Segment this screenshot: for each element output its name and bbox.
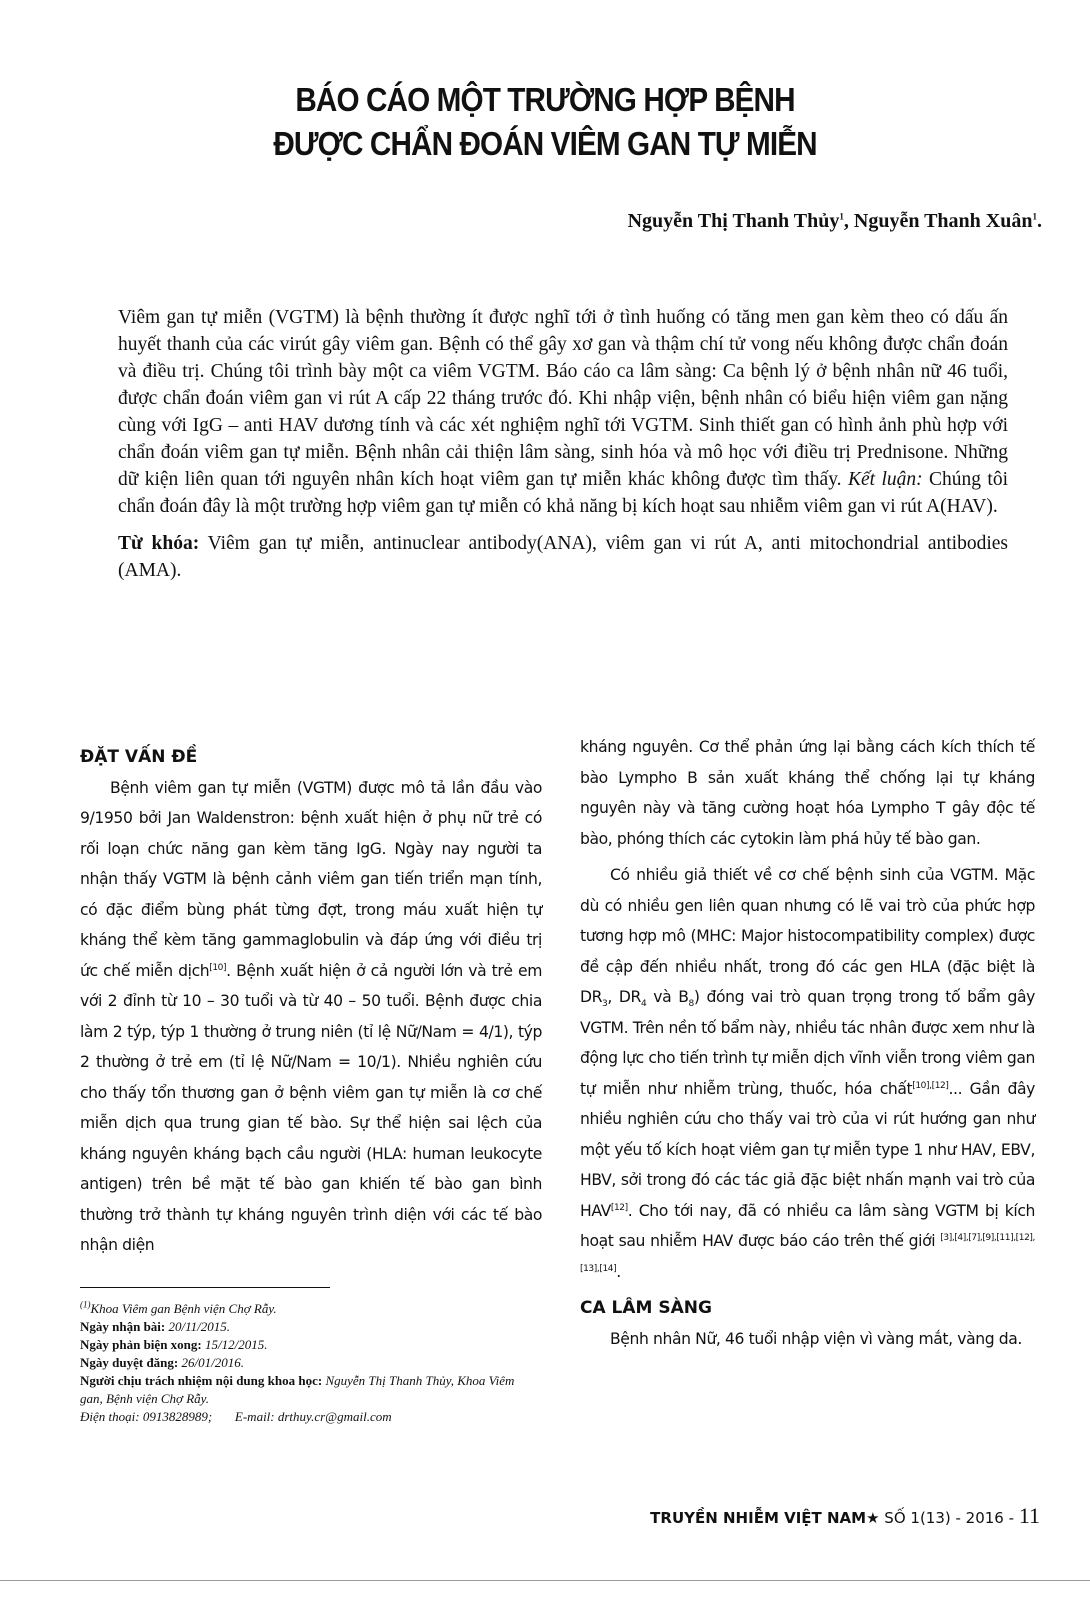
phone: Điện thoại: 0913828989; xyxy=(80,1409,213,1424)
text: . xyxy=(616,1262,621,1281)
label: Ngày duyệt đăng: xyxy=(80,1355,179,1370)
page-footer xyxy=(650,1503,1040,1529)
affiliation-text: Khoa Viêm gan Bệnh viện Chợ Rẫy. xyxy=(90,1301,277,1316)
case-paragraph: Bệnh nhân Nữ, 46 tuổi nhập viện vì vàng mắt, vàng da. xyxy=(610,1329,1022,1348)
reviewed-date xyxy=(80,1336,540,1354)
text: . Cho tới nay, đã có nhiều ca lâm sàng VGTM bị kích hoạt sau nhiễm HAV được báo cáo trên thế giới xyxy=(580,1201,1035,1250)
star-icon: ★ xyxy=(866,1509,880,1527)
affiliation-mark: 1 xyxy=(839,211,844,222)
text: . Bệnh xuất hiện ở cả người lớn và trẻ em với 2 đỉnh từ 10 – 30 tuổi và từ 40 – 50 tuổi. Bệnh được chia làm 2 týp, týp 1 thường ở trung niên (tỉ lệ Nữ/Nam = 4/1), týp 2 thường ở trẻ em (tỉ lệ Nữ/Nam = 10/1). Nhiều nghiên cứu cho thấy tổn thương gan ở bệnh viêm gan tự miễn là cơ chế miễn dịch qua trung gian tế bào. Sự thể hiện sai lệch của kháng nguyên kháng bạch cầu người (HLA: human leukocyte antigen) trên bề mặt tế bào gan khiến tế bào gan bình thường trở thành tự kháng nguyên trình diện với các tế bào nhận diện xyxy=(80,961,543,1254)
subscript: 3 xyxy=(602,999,608,1010)
text: Có nhiều giả thiết về cơ chế bệnh sinh của VGTM. Mặc dù có nhiều gen liên quan nhưng có lẽ vai trò của phức hợp tương hợp mô (MHC: Major histocompatibility complex) được đề cập đến nhiều nhất, trong đó các gen HLA (đặc biệt là DR xyxy=(580,866,1035,1006)
authors xyxy=(628,210,1042,233)
affiliation-mark: (1) xyxy=(80,1299,91,1310)
journal-name: TRUYỀN NHIỄM VIỆT NAM xyxy=(650,1509,867,1527)
article-title xyxy=(55,78,1036,166)
right-column xyxy=(580,732,1035,1354)
pathogenesis-paragraph xyxy=(580,860,1035,1287)
responsible-author xyxy=(80,1372,540,1408)
conclusion-label: Kết luận: xyxy=(847,469,923,490)
left-column xyxy=(80,742,542,1261)
abstract xyxy=(118,304,1008,594)
continued-paragraph: kháng nguyên. Cơ thể phản ứng lại bằng cách kích thích tế bào Lympho B sản xuất kháng thể chống lại tự kháng nguyên này và tăng cường hoạt hóa Lympho T gây độc tế bào, phóng thích các cytokin làm phá hủy tế bào gan. xyxy=(580,738,1035,848)
text: Bệnh viêm gan tự miễn (VGTM) được mô tả lần đầu vào 9/1950 bởi Jan Waldenstron: bệnh xuất hiện ở phụ nữ trẻ có rối loạn chức năng gan kèm tăng IgG. Ngày nay người ta nhận thấy VGTM là bệnh cảnh viêm gan tiến triển mạn tính, có đặc điểm bùng phát từng đợt, trong máu xuất hiện tự kháng thể kèm tăng gammaglobulin và đáp ứng với điều trị ức chế miễn dịch xyxy=(80,778,542,980)
intro-paragraph xyxy=(80,773,542,1261)
citation: [10] xyxy=(209,962,227,973)
text: ) đóng vai trò quan trọng trong tố bẩm gây VGTM. Trên nền tố bẩm này, nhiều tác nhân được xem như là động lực cho tiến trình tự miễn dịch vĩnh viễn trong viêm gan tự miễn như nhiễm trùng, thuốc, hóa chất xyxy=(580,988,1036,1098)
author-1: Nguyễn Thị Thanh Thủy xyxy=(627,210,840,232)
subscript: 8 xyxy=(688,999,694,1010)
page-number: 11 xyxy=(1018,1503,1040,1528)
email: E-mail: drthuy.cr@gmail.com xyxy=(234,1409,392,1424)
affiliation xyxy=(80,1300,540,1318)
scan-edge xyxy=(0,1580,1090,1581)
label: Ngày phản biện xong: xyxy=(80,1337,202,1352)
label: Người chịu trách nhiệm nội dung khoa học: xyxy=(80,1373,323,1388)
received-date xyxy=(80,1318,540,1336)
text: , DR xyxy=(607,988,641,1006)
author-end: . xyxy=(1037,210,1042,232)
author-separator: , xyxy=(843,210,854,232)
value: 15/12/2015. xyxy=(201,1337,268,1352)
text: và B xyxy=(646,988,689,1006)
contact xyxy=(80,1408,540,1426)
issue-info: SỐ 1(13) - 2016 - xyxy=(879,1509,1019,1527)
accepted-date xyxy=(80,1354,540,1372)
footnote xyxy=(80,1287,540,1426)
value: 26/01/2016. xyxy=(178,1355,244,1370)
footnote-divider xyxy=(80,1287,330,1288)
subscript: 4 xyxy=(640,999,647,1010)
citation: [12] xyxy=(610,1202,628,1213)
conclusion-text: Chúng tôi chẩn đoán đây là một trường hợp viêm gan tự miễn có khả năng bị kích hoạt sau nhiễm viêm gan vi rút A(HAV). xyxy=(118,469,1008,517)
author-2: Nguyễn Thanh Xuân xyxy=(853,210,1033,232)
affiliation-mark: 1 xyxy=(1032,211,1037,222)
keywords xyxy=(118,530,1008,584)
title-line-2: ĐƯỢC CHẨN ĐOÁN VIÊM GAN TỰ MIỄN xyxy=(273,125,817,162)
abstract-text: Viêm gan tự miễn (VGTM) là bệnh thường ít được nghĩ tới ở tình huống có tăng men gan kèm theo có dấu ấn huyết thanh của các virút gây viêm gan. Bệnh có thể gây xơ gan và thậm chí tử vong nếu không được chẩn đoán và điều trị. Chúng tôi trình bày một ca viêm VGTM. Báo cáo ca lâm sàng: Ca bệnh lý ở bệnh nhân nữ 46 tuổi, được chẩn đoán viêm gan vi rút A cấp 22 tháng trước đó. Khi nhập viện, bệnh nhân có biểu hiện viêm gan nặng cùng với IgG – anti HAV dương tính và các xét nghiệm nghĩ tới VGTM. Sinh thiết gan có hình ảnh phù hợp với chẩn đoán viêm gan tự miễn. Bệnh nhân cải thiện lâm sàng, sinh hóa và mô học với điều trị Prednisone. Những dữ kiện liên quan tới nguyên nhân kích hoạt viêm gan tự miễn khác không được tìm thấy. xyxy=(118,307,1008,490)
citation: [10],[12] xyxy=(912,1080,949,1091)
section-heading-case: CA LÂM SÀNG xyxy=(580,1298,712,1318)
value: Nguyễn Thị Thanh Thủy, Khoa Viêm gan, Bệnh viện Chợ Rẫy. xyxy=(80,1373,515,1406)
keywords-label: Từ khóa: xyxy=(118,533,200,554)
abstract-body xyxy=(118,304,1008,520)
label: Ngày nhận bài: xyxy=(80,1319,166,1334)
citation: [3],[4],[7],[9],[11],[12],[13],[14] xyxy=(580,1232,1035,1274)
section-heading-introduction: ĐẶT VẤN ĐỀ xyxy=(80,747,198,767)
keywords-text: Viêm gan tự miễn, antinuclear antibody(ANA), viêm gan vi rút A, anti mitochondrial antibodies (AMA). xyxy=(118,533,1008,581)
title-line-1: BÁO CÁO MỘT TRƯỜNG HỢP BỆNH xyxy=(295,81,795,118)
text: ... Gần đây nhiều nghiên cứu cho thấy vai trò của vi rút hướng gan như một yếu tố kích hoạt viêm gan tự miễn type 1 như HAV, EBV, HBV, sởi trong đó các tác giả đặc biệt nhấn mạnh vai trò của HAV xyxy=(580,1079,1036,1220)
value: 20/11/2015. xyxy=(165,1319,231,1334)
